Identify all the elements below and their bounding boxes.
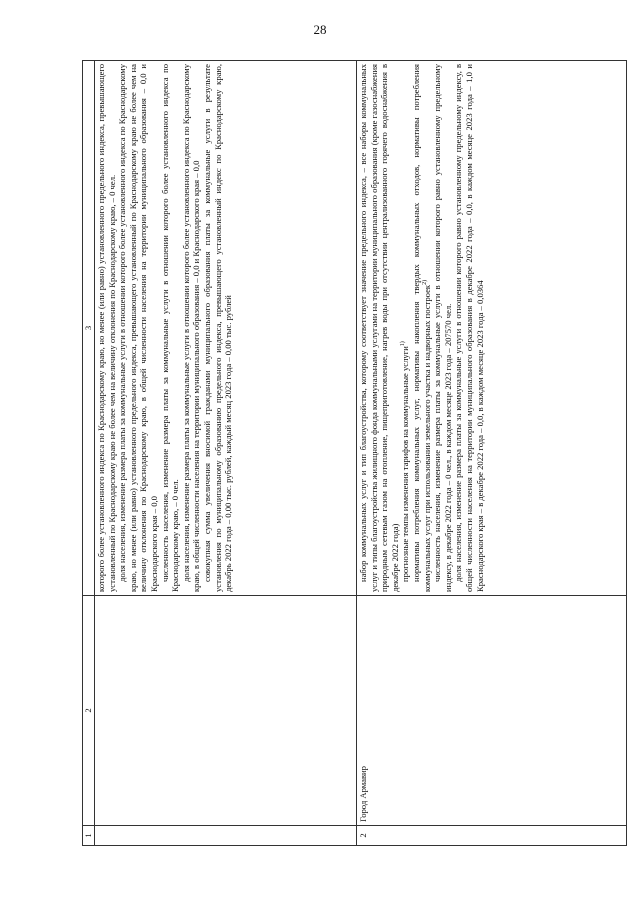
paragraph: доля населения, изменение размера платы за коммунальные услуги в отношении которого более установленного индекса по Краснодарскому краю, но менее (или равно) установленного предельного индекса, превышающего установленный по Краснодарскому краю не более чем на величину отклонения по Краснодарскому краю, в общей численности населения на территории муниципального образования – 0,0 и Краснодарского края – 0,0 <box>117 64 159 592</box>
footnote-marker: 2) <box>421 279 428 285</box>
header-col-1: 1 <box>83 826 95 846</box>
paragraph: численность населения, изменение размера платы за коммунальные услуги в отношении которого равно установленному предельному индексу, в декабре 2022 года – 0 чел., в каждом месяце 2023 года – 207570 чел. <box>432 64 453 592</box>
page-number: 28 <box>313 22 327 37</box>
row-content <box>95 61 357 596</box>
row-number: 2 <box>357 826 627 846</box>
header-col-3: 3 <box>83 61 95 596</box>
table-row <box>95 61 357 846</box>
paragraph: которого более установленного индекса по Краснодарскому краю, но менее (или равно) установленного предельного индекса, превышающего установленный по Краснодарскому краю не более чем на величину отклонения по Краснодарскому краю, – 0 чел. <box>96 64 117 592</box>
header-col-2: 2 <box>83 596 95 826</box>
table-header-row <box>83 61 95 846</box>
row-number <box>95 826 357 846</box>
paragraph <box>411 64 432 592</box>
footnote-marker: 1) <box>400 341 407 347</box>
paragraph-text: прогнозные темпы изменения тарифов на коммунальные услуги <box>400 346 411 582</box>
paragraph: доля населения, изменение размера платы за коммунальные услуги в отношении которого более установленного индекса по Краснодарскому краю, в общей численности населения на территории муниципального образования – 0,0 и Краснодарского края – 0,0 <box>180 64 202 592</box>
paragraph: численность населения, изменение размера платы за коммунальные услуги в отношении которого более установленного индекса по Краснодарскому краю, – 0 чел. <box>159 64 181 592</box>
municipality-name <box>95 596 357 826</box>
municipality-name: Город Армавир <box>357 596 627 826</box>
table-row <box>357 61 627 846</box>
rotated-table-area <box>82 61 627 846</box>
paragraph: набор коммунальных услуг и тип благоустройства, которому соответствует значение предельного индекса, – все наборы коммунальных услуг и типы благоустройства жилищного фонда коммунальными услугами на территории муниципального образования (кроме газоснабжения природным сетевым газом на отопление, пищеприготовление, нагрев воды при отсутствии централизованного горячего водоснабжения в декабре 2022 года) <box>358 64 400 592</box>
document-table <box>82 60 627 846</box>
rotated-table-inner <box>82 61 627 846</box>
row-content <box>357 61 627 596</box>
paragraph: совокупная сумма увеличения вносимой гражданами муниципального образования платы за коммунальные услуги в результате установления по муниципальному образованию предельного индекса, превышающего установленный индекс по Краснодарскому краю, декабрь 2022 года – 0,00 тыс. рублей, каждый месяц 2023 года – 0,00 тыс. рублей <box>201 64 234 592</box>
paragraph: доля населения, изменение размера платы за коммунальные услуги в отношении которого равно установленному предельному индексу, в общей численности населения на территории муниципального образования в декабре 2022 года – 0,0, в каждом месяце 2023 года – 1,0 и Краснодарского края – в декабре 2022 года – 0,0, в каждом месяце 2023 года – 0,0364 <box>453 64 485 592</box>
paragraph-text: нормативы потребления коммунальных услуг, нормативы накопления твердых коммунальных отходов, нормативы потребления коммунальных услуг при использовании земельного участка и надворных построек <box>410 64 432 592</box>
paragraph <box>400 64 411 592</box>
